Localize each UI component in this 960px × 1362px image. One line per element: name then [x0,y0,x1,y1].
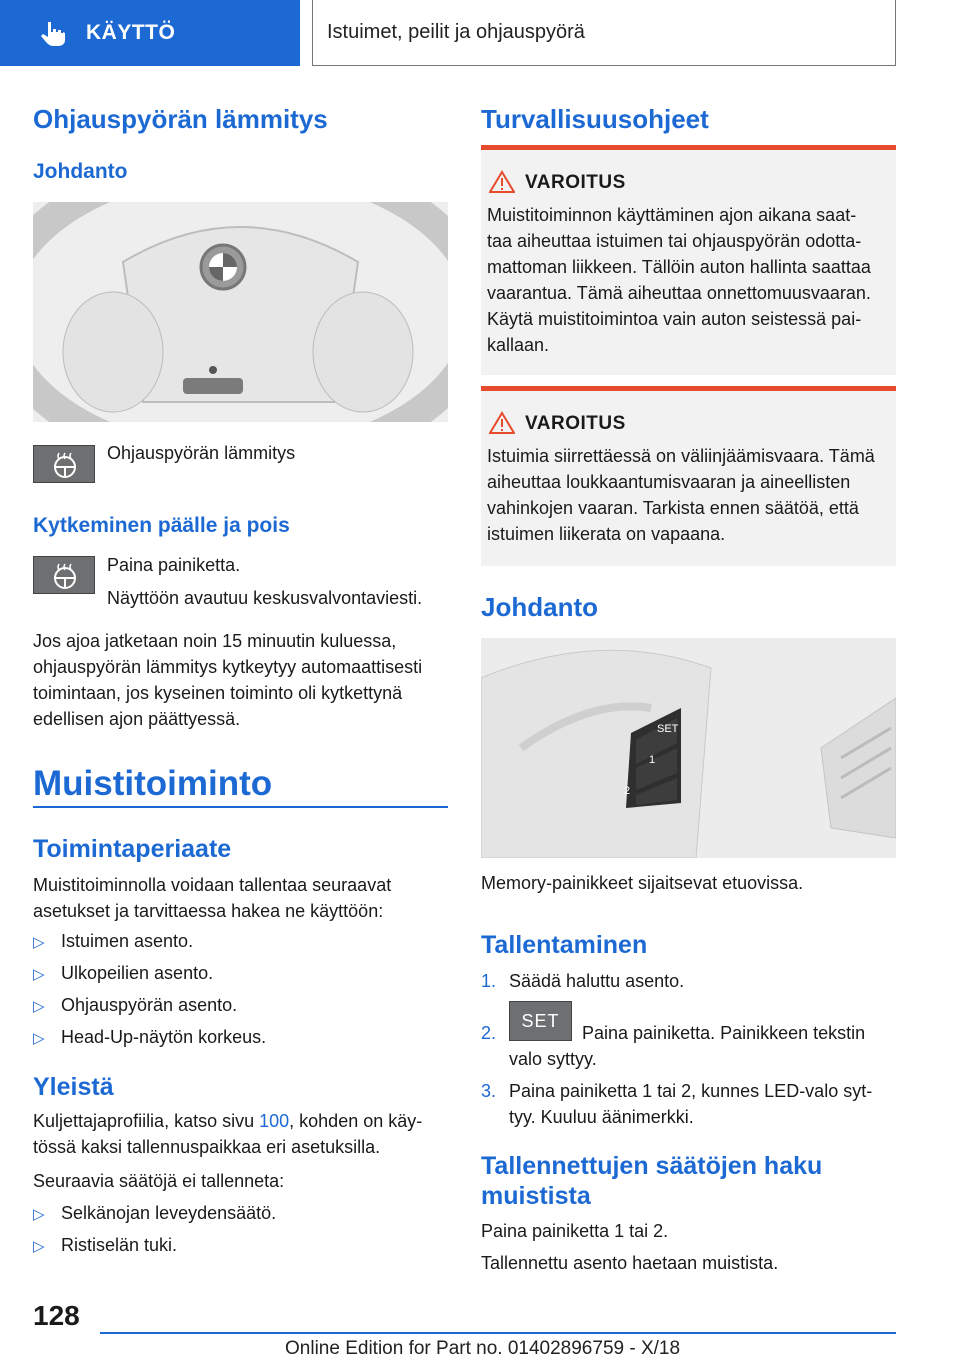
online-edition-text: Online Edition for Part no. 01402896759 - X/18 [285,1338,681,1359]
section-header [312,0,896,66]
step-3: 3. Paina painiketta 1 tai 2, kunnes LED-valo syt- [481,1081,873,1101]
warning-box-2 [481,386,896,566]
step-1: 1. Säädä haluttu asento. [481,971,685,991]
recall-heading-2: muistista [481,1182,591,1210]
memory-rule [33,806,448,808]
principle-text-2: asetukset ja tarvittaessa hakea ne käyttöön: [33,901,384,921]
steering-wheel-image [33,202,448,422]
list-item: ▷ Head-Up-näytön korkeus. [33,1027,267,1047]
switch-line-2: Näyttöön avautuu keskusvalvontaviesti. [107,588,423,608]
list-item: ▷ Selkänojan leveydensäätö. [33,1203,277,1223]
step-2-line-1: Paina painiketta. Painikkeen tekstin [582,1023,866,1043]
auto-para-2: ohjauspyörän lämmitys kytkeytyy automaattisesti [33,657,423,677]
not-saved-text: Seuraavia säätöjä ei tallenneta: [33,1171,285,1191]
step-2-num: 2. [481,1023,497,1043]
set-button-label: SET [521,1010,560,1031]
recall-line-2: Tallennettu asento haetaan muistista. [481,1253,779,1273]
principle-text-1: Muistitoiminnolla voidaan tallentaa seuraavat [33,875,392,895]
warning-triangle-icon [489,170,515,194]
switch-heading: Kytkeminen päälle ja pois [33,514,290,537]
list-item: ▷ Istuimen asento. [33,931,194,951]
page-link[interactable]: 100 [259,1111,290,1131]
auto-para-4: edellisen ajon päättyessä. [33,709,241,729]
recall-line-1: Paina painiketta 1 tai 2. [481,1221,669,1241]
switch-line-1: Paina painiketta. [107,555,241,575]
intro-heading-right: Johdanto [481,592,598,622]
steering-heat-icon [34,557,96,595]
steering-heat-button-image-2 [33,556,95,594]
page-number: 128 [33,1300,80,1331]
warning-title: VAROITUS [525,413,626,434]
hand-pointer-icon [38,18,68,48]
general-text-2: tössä kaksi tallennuspaikkaa eri asetuksilla. [33,1137,381,1157]
chapter-tab[interactable] [0,0,300,66]
intro-heading-left: Johdanto [33,160,128,183]
list-item: ▷ Ristiselän tuki. [33,1235,178,1255]
warning-box-1 [481,145,896,375]
warning-body: Muistitoiminnon käyttäminen ajon aikana saat- taa aiheuttaa istuimen tai ohjauspyörän odotta- mattoman liikkeen. Tällöin auton hallinta saattaa vaarantua. Tämä aiheuttaa onnettomuusvaaran. Käytä muistitoimintoa vain auton seistessä pai- kallaan. [487,205,871,355]
set-button-image [509,1001,572,1041]
general-text-1: Kuljettajaprofiilia, katso sivu 100, kohden on käy- [33,1111,423,1131]
door-memory-image [481,638,896,858]
image-caption: Memory-painikkeet sijaitsevat etuovissa. [481,873,804,893]
set-label: SET [657,723,679,735]
warning-triangle-icon [489,411,515,435]
steering-heat-button-image [33,445,95,483]
door-panel-illustration [481,638,896,858]
auto-para-1: Jos ajoa jatketaan noin 15 minuutin kuluessa, [33,631,397,651]
list-item: ▷ Ulkopeilien asento. [33,963,214,983]
memory-title: Muistitoiminto [33,764,273,803]
auto-para-3: toimintaan, jos kyseinen toiminto oli kytkettynä [33,683,403,703]
chapter-title: KÄYTTÖ [86,21,176,44]
button-caption: Ohjauspyörän lämmitys [107,443,296,463]
steering-wheel-illustration [33,202,448,422]
recall-heading-1: Tallennettujen säätöjen haku [481,1152,823,1180]
memory-2-label: 2 [624,785,631,797]
section-title: Istuimet, peilit ja ohjauspyörä [327,21,585,43]
warning-body: Istuimia siirrettäessä on väliinjäämisvaara. Tämä aiheuttaa loukkaantumisvaaran ja aineellisten vahinkojen vaaran. Tarkista ennen säätöä, että istuimen liikerata on vapaana. [487,446,875,544]
step-3-line-2: tyy. Kuuluu äänimerkki. [509,1107,694,1127]
footer-rule [100,1332,896,1334]
warning-title: VAROITUS [525,172,626,193]
steering-heat-icon [34,446,96,484]
list-item: ▷ Ohjauspyörän asento. [33,995,238,1015]
steering-heat-title: Ohjauspyörän lämmitys [33,104,328,134]
safety-heading: Turvallisuusohjeet [481,104,709,134]
save-heading: Tallentaminen [481,931,648,959]
step-2-line-2: valo syttyy. [509,1049,597,1069]
general-heading: Yleistä [33,1073,114,1101]
memory-1-label: 1 [649,754,656,766]
principle-heading: Toimintaperiaate [33,835,232,863]
